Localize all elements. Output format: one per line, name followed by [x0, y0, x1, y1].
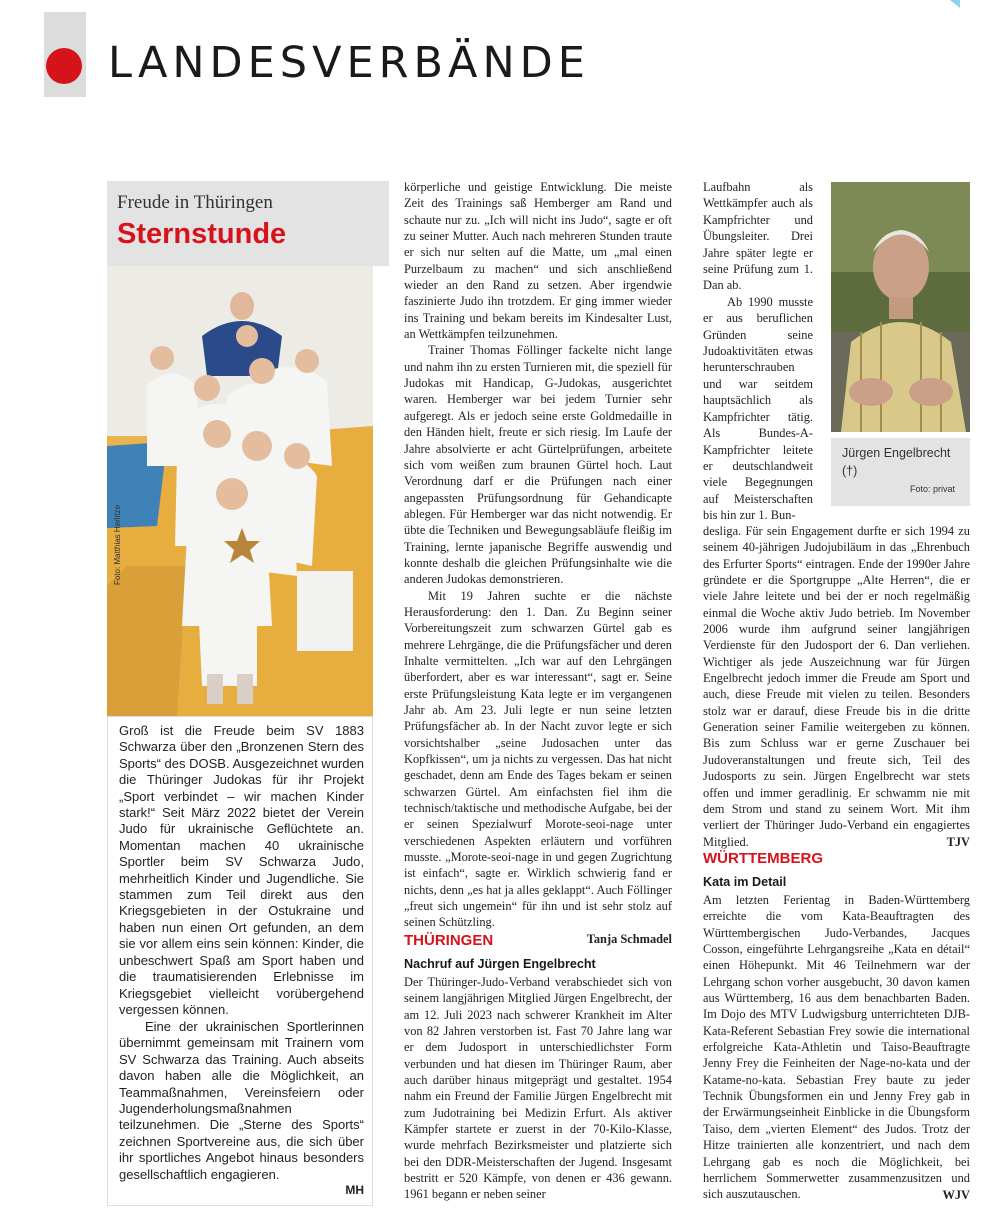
obituary-text: [404, 974, 672, 1203]
article-column-2: [404, 179, 672, 947]
article-signature: Tanja Schmadel: [586, 931, 672, 946]
article-subheading: Nachruf auf Jürgen Engelbrecht: [404, 957, 596, 971]
article-subheading: Kata im Detail: [703, 875, 787, 889]
box-kicker: Freude in Thüringen: [117, 192, 273, 213]
portrait-photo: [831, 182, 970, 432]
judo-kids-photo: [107, 266, 373, 716]
corner-marker-icon: [950, 0, 960, 8]
section-heading-wuerttemberg: WÜRTTEMBERG: [703, 850, 823, 867]
red-dot-icon: [46, 48, 82, 84]
box-headline: Sternstunde: [117, 218, 287, 250]
box-caption: [107, 716, 373, 1206]
article-paragraph: Der Thüringer-Judo-Verband verabschiedet sich von seinem langjährigen Mitglied Jürgen Engelbrecht, der am 12. Juli 2023 nach schwerer Krankheit im Alter von 82 Jahren verstorben ist. Fast 70 Jahre lang war er dem Judosport in unterschiedlichster Form verbunden und hat diesen im Thüringer Raum, aber auch darüber hinaus mitgeprägt und gestaltet. 1954 nahm ein Freund der Familie Jürgen Engelbrecht mit zum Judotraining bei Medizin Erfurt. Als aktiver Kämpfer startete er zuerst in der 70-Kilo-Klasse, wurde mehrfach Bezirksmeister und platzierte sich bei den DDR-Meisterschaften der Jugend. Insgesamt bestritt er 520 Kämpfe, von denen er 436 gewann. 1961 begann er neben seiner: [404, 975, 672, 1202]
caption-paragraph-1: Groß ist die Freude beim SV 1883 Schwarza über den „Bronzenen Stern des Sports“ des DOSB. Ausgezeichnet wurden die Thüringer Judokas für ihr Projekt „Sport verbindet – wir machen Kinder stark!“ Seit März 2022 bietet der Verein Judo für ukrainische Geflüchtete an. Momentan machen 40 ukrainische Sportler beim SV Schwarza Judo, mehrheitlich Kinder und Jugendliche. Sie stammen zum Teil direkt aus den Kriegsgebieten in der Ostukraine und haben nun einen Ort gefunden, an dem sie vor allem eins sein können: Kinder, die unbeschwert Spaß am Sport haben und die traumatisierenden Erlebnisse im Kriegsgebiet vielleicht vorübergehend vergessen können.: [119, 723, 364, 1017]
article-column-3-narrow: [703, 179, 813, 524]
article-signature: WJV: [942, 1187, 970, 1202]
article-paragraph: Mit 19 Jahren suchte er die nächste Herausforderung: den 1. Dan. Zu Beginn seiner Vorbereitungszeit zum schwarzen Gürtel gab es mehrere Lehrgänge, die die Prüfungsfächer und deren Inhalte vermittelten. „Ich war auf den Lehrgängen überfordert, aber es war interessant“, sagt er. Seine erste Prüfungsleistung Kata legte er im vergangenen Jahr ab. Am 23. Juli legte er nun seine letzten Prüfungsfächer ab. In der Nacht zuvor legte er sich vorsichtshalber „seine Judosachen unter das Kopfkissen“, um ja nichts zu vergessen. Das hat nicht geschadet, denn am Ende des Tages bekam er seinen schwarzen Gürtel. Am einfachsten fiel ihm die technisch/taktische und methodische Aufgabe, bei der er seinen Spezialwurf Morote-seoi-nage unter verschiedenen Aspekten erläutern und vorführen musste. „Morote-seoi-nage in und gegen Zugrichtung ist einfach“, sagte er. Wirklich schwierig fand er nichts, denn „es hat ja alles geklappt“. Auch Föllinger „freut sich ungemein“ für ihn und ist sehr stolz auf seinen Schützling.: [404, 588, 672, 930]
photo-credit: Foto: Matthias Herlitze: [113, 504, 122, 585]
article-paragraph: Laufbahn als Wettkämpfer auch als Kampfrichter und Übungsleiter. Drei Jahre später legte er seine Prüfung zum 1. Dan ab.: [703, 180, 813, 293]
article-paragraph: körperliche und geistige Entwicklung. Die meiste Zeit des Trainings saß Hemberger am Rand und schaute nur zu. „Ich will nicht ins Judo“, sagte er oft zu seiner Mutter. Auch nach mehreren Stunden traute er sich nur selten auf die Matte, um „mal einen Purzelbaum zu machen“ und sich anschließend wieder an den Rand zu setzen. Aber irgendwie faszinierte Judo ihn trotzdem. Er ging immer wieder ins Training und bekam bereits im Kindesalter Lust, an Wettkämpfen teilzunehmen.: [404, 180, 672, 342]
article-paragraph: Ab 1990 musste er aus beruflichen Gründen seine Judoaktivitäten etwas herunterschrauben und war seitdem hauptsächlich als Kampfrichter tätig. Als Bundes-A-Kampfrichter leitete er deutschlandweit viele Begegnungen auf Meisterschaften bis hin zur 1. Bun-: [703, 294, 813, 523]
caption-signature: MH: [345, 1183, 364, 1197]
article-paragraph: desliga. Für sein Engagement durfte er sich 1994 zu seinem 40-jährigen Judojubiläum in das „Ehrenbuch des Erfurter Sports“ eintragen. Ende der 1990er Jahre gründete er die Sportgruppe „Alte Herren“, die er viele Jahre leitete und bei der er noch regelmäßig einmal die Woche aktiv Judo betrieb. Im November 2006 wurde ihm aufgrund seiner langjährigen Verdienste für den Judosport der 6. Dan verliehen. Wichtiger als jede Auszeichnung war für Jürgen Engelbrecht jedoch immer die Freude am Sport und auch, diese Freude mit vielen zu teilen. Besonders stolz war er darauf, diese Freude bis in die dritte Generation seiner Familie weitergeben zu können. Bis zum Schluss war er gerne Zuschauer bei Judoveranstaltungen und freute sich, Teil des Judosports zu sein. Jürgen Engelbrecht war stets offen und immer geradlinig. Er schwamm nie mit dem Strom und stand zu seinem Wort. Mit ihm verliert der Thüringer Judo-Verband ein engagiertes Mitglied.: [703, 524, 970, 849]
article-paragraph: Am letzten Ferientag in Baden-Württemberg erreichte die vom Kata-Beauftragten des Württembergischen Judo-Verbandes, Jacques Cosson, eingeführte Lehrgangsreihe „Kata en détail“ einen Höhepunkt. Mit 46 Teilnehmern war der Lehrgang schon vorher ausgebucht, 30 davon kamen aus Württemberg, 16 aus dem benachbarten Baden. Im Dojo des MTV Ludwigsburg unterrichteten DJB-Kata-Referent Sebastian Frey sowie die international erfolgreiche Kata-Athletin und Taiso-Beauftragte Jenny Frey die Feinheiten der Nage-no-kata und der Katame-no-kata. Sebastian Frey baute zu jeder Technik Übungsformen ein und Jenny Frey gab in der Erwärmungseinheit Einblicke in die Übungsform Taiso, dem „vierten Element“ des Judos. Trotz der Hitze trainierten alle konzentriert, und nach dem Lehrgang gab es noch die Möglichkeit, bei herrlichem Sommerwetter zusammenzusitzen und sich auszutauschen.: [703, 893, 970, 1202]
article-column-3-wide: [703, 523, 970, 850]
portrait-credit: Foto: privat: [910, 484, 956, 494]
article-signature: TJV: [946, 834, 970, 849]
article-paragraph: Trainer Thomas Föllinger fackelte nicht lange und nahm ihn zu ersten Turnieren mit, die speziell für Judokas mit Handicap, G-Judokas, ausgerichtet waren. Hemberger war bei jedem Turnier sehr aufgeregt. Als er jedoch seine erste Goldmedaille in den Händen hielt, freute er sich riesig. Im Laufe der Jahre absolvierte er acht Gürtelprüfungen, arbeitete sich vom weißen zum braunen Gürtel hoch. Laut Verordnung darf er die Prüfungen nach einer angepassten Prüfungsordnung für Gehandicapte ablegen. Für Hemberger war das nicht notwendig. Er übte die Techniken und Bewegungsabläufe fleißig im Training, lernte japanische Begriffe auswendig und konnte deshalb die gleichen Prüfungsinhalte wie die anderen Judokas demonstrieren.: [404, 343, 672, 587]
page-title: LANDESVERBÄNDE: [108, 38, 590, 88]
kata-article-text: [703, 892, 970, 1203]
caption-paragraph-2: Eine der ukrainischen Sportlerinnen übernimmt gemeinsam mit Trainern vom SV Schwarza das Training. Auch abseits davon haben alle die Möglichkeit, an Teammaßnahmen, Vereinsfeiern oder Jugenderholungsmaßnahmen teilzunehmen. Die „Sterne des Sports“ zeichnen Sportvereine aus, die sich über ihr sportliches Angebot hinaus besonders gesellschaftlich engagieren.: [119, 1019, 364, 1182]
section-heading-thueringen: THÜRINGEN: [404, 932, 494, 949]
portrait-caption: Jürgen Engelbrecht (†): [842, 446, 951, 478]
